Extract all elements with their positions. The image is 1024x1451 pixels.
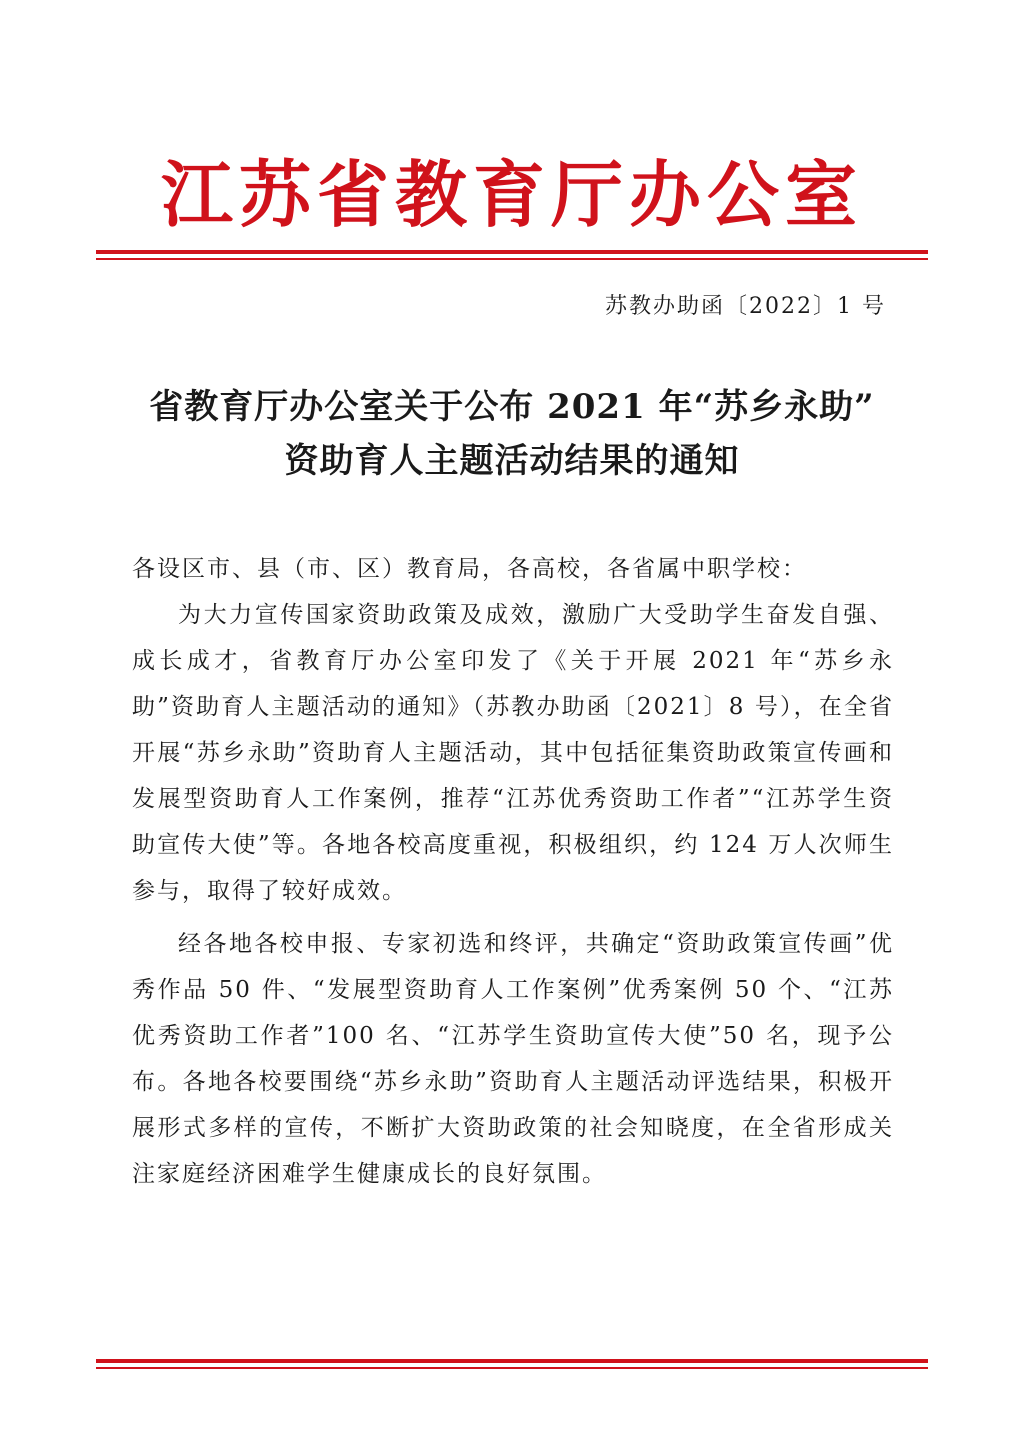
footer-divider-thick-line [96,1359,928,1363]
footer-divider [96,1359,928,1369]
body-paragraph-2: 经各地各校申报、专家初选和终评，共确定“资助政策宣传画”优秀作品 50 件、“发展型资助育人工作案例”优秀案例 50 个、“江苏优秀资助工作者”100 名、“江苏学生资助宣传大使”50 名，现予公布。各地各校要围绕“苏乡永助”资助育人主题活动评选结果，积极开展形式多样的宣传，不断扩大资助政策的社会知晓度，在全省形成关注家庭经济困难学生健康成长的良好氛围。 [132,931,894,1187]
footer-divider-thin-line [96,1367,928,1369]
masthead-agency-name: 江苏省教育厅办公室 [160,152,863,237]
divider-thin-line [96,258,928,260]
document-body [132,546,894,1197]
body-paragraph-1: 为大力宣传国家资助政策及成效，激励广大受助学生奋发自强、成长成才，省教育厅办公室印发了《关于开展 2021 年“苏乡永助”资助育人主题活动的通知》（苏教办助函〔2021〕8 号），在全省开展“苏乡永助”资助育人主题活动，其中包括征集资助政策宣传画和发展型资助育人工作案例，推荐“江苏优秀资助工作者”“江苏学生资助宣传大使”等。各地各校高度重视，积极组织，约 124 万人次师生参与，取得了较好成效。 [132,602,894,904]
document-title-line-2: 资助育人主题活动结果的通知 [284,441,740,481]
salutation: 各设区市、县（市、区）教育局，各高校，各省属中职学校： [132,556,807,582]
divider-thick-line [96,250,928,254]
document-title-line-1: 省教育厅办公室关于公布 2021 年“苏乡永助” [149,387,875,427]
document-number: 苏教办助函〔2022〕1 号 [605,294,886,319]
masthead-divider [96,250,928,260]
document-title [90,380,934,488]
